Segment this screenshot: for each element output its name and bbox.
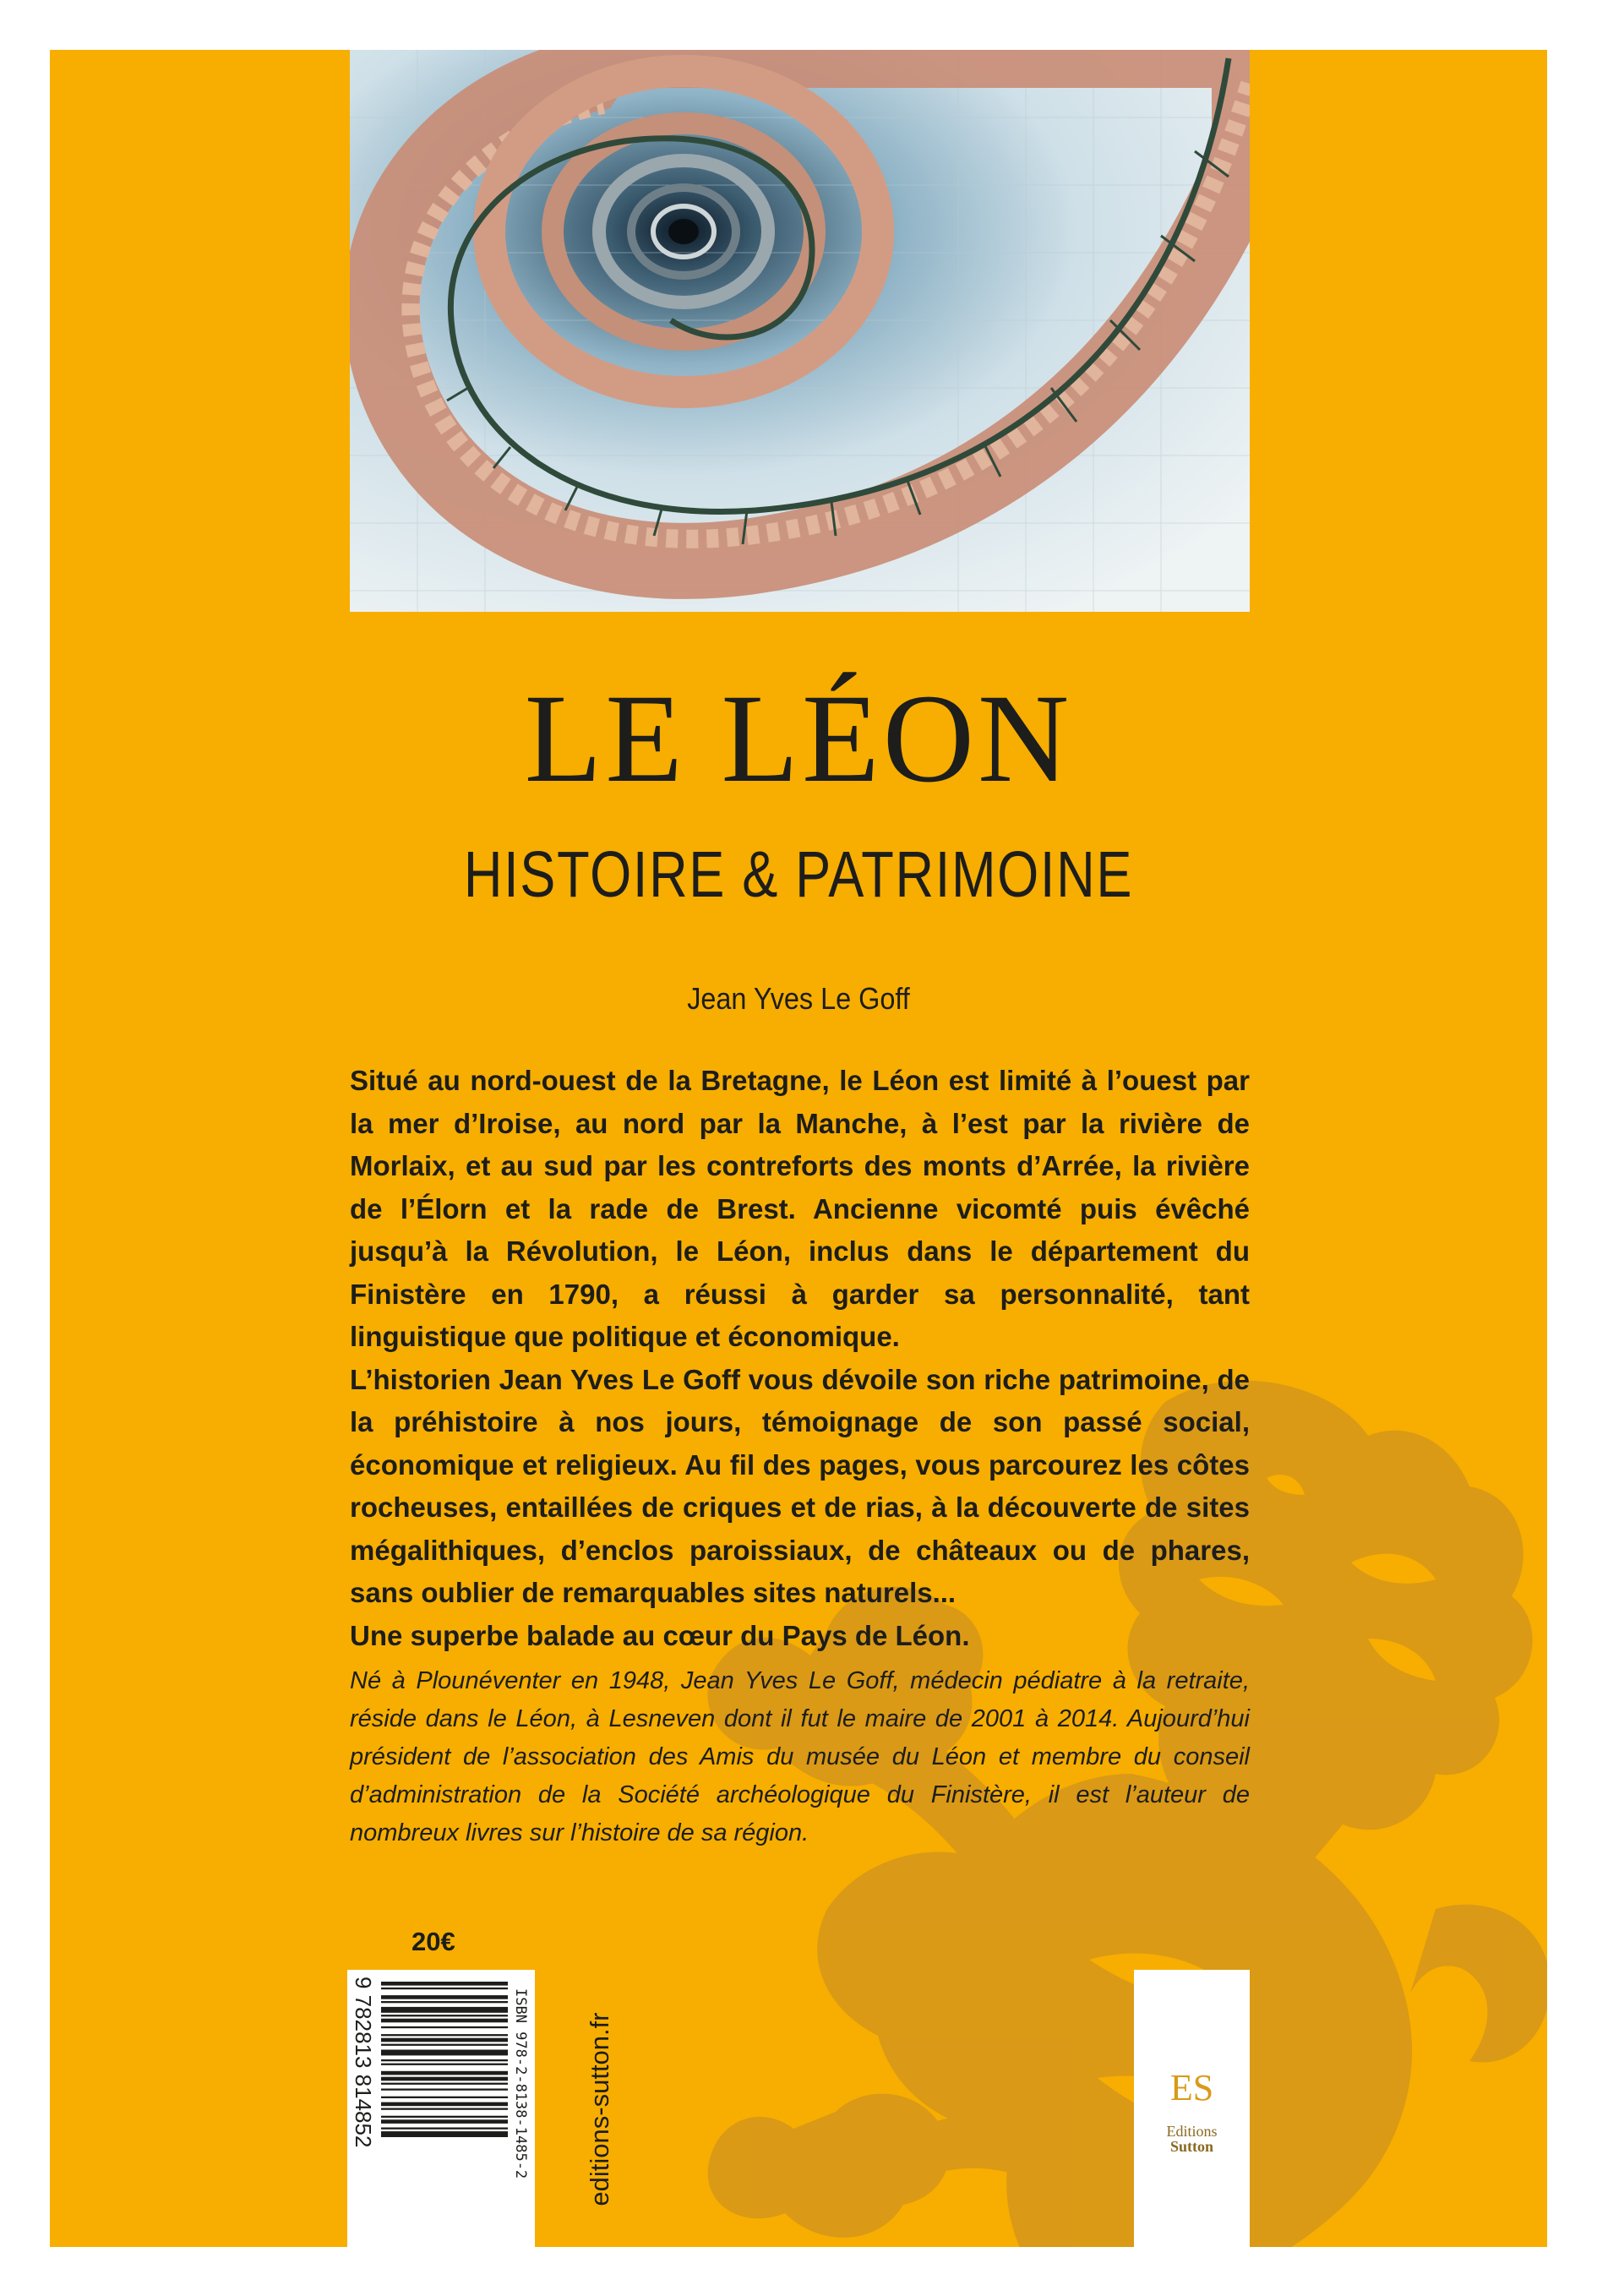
blurb-paragraph: Une superbe balade au cœur du Pays de Léon.	[350, 1619, 970, 1651]
barcode-bar	[381, 2059, 508, 2061]
book-subtitle: HISTOIRE & PATRIMOINE	[463, 838, 1134, 911]
publisher-logo	[1134, 1970, 1250, 2247]
publisher-website	[570, 1972, 630, 2247]
barcode-bar	[381, 2119, 508, 2124]
barcode-bar	[381, 2007, 508, 2013]
publisher-monogram: ES	[1169, 2067, 1214, 2108]
barcode-bar	[381, 1995, 508, 1999]
barcode-bar	[381, 2044, 508, 2046]
barcode-bar	[381, 2089, 508, 2091]
price-label: 20€	[412, 1927, 455, 1956]
website-text: editions-sutton.fr	[585, 2012, 614, 2206]
barcode-bar	[381, 1982, 508, 1986]
blurb-paragraph: Situé au nord-ouest de la Bretagne, le Léon est limité à l’ouest par la mer d’Iroise, au nord par la Manche, à l’est par la rivière de Morlaix, et au sud par les contreforts des monts d’Arrée, la rivière de l’Élorn et la rade de Brest. Ancienne vicomté puis évêché jusqu’à la Révolution, le Léon, inclus dans le département du Finistère en 1790, a réussi à garder sa personnalité, tant linguistique que politique et économique.	[350, 1065, 1250, 1352]
blurb-paragraph: L’historien Jean Yves Le Goff vous dévoile son riche patrimoine, de la préhistoire à nos jours, témoignage de son passé social, économique et religieux. Au fil des pages, vous parcourez les côtes rocheuses, entaillées de criques et de rias, à la découverte de sites mégalithiques, d’enclos paroissiaux, de châteaux ou de phares, sans oublier de remarquables sites naturels...	[350, 1363, 1250, 1608]
isbn-label: ISBN 978-2-8138-1485-2	[512, 1988, 529, 2179]
barcode-digits: 9 782813 814852	[351, 1977, 376, 2148]
barcode-bar	[381, 2131, 508, 2137]
barcode-bar	[381, 2019, 508, 2023]
barcode-bar	[381, 2071, 508, 2075]
author-name: Jean Yves Le Goff	[687, 981, 910, 1016]
barcode-bar	[381, 2077, 508, 2081]
barcode-bar	[381, 2102, 508, 2107]
barcode-bar	[381, 2128, 508, 2130]
barcode-bar	[381, 2001, 508, 2003]
publisher-name-line2: Sutton	[1169, 2138, 1214, 2155]
barcode-bar	[381, 2097, 508, 2098]
barcode-bar	[381, 2034, 508, 2036]
barcode	[347, 1970, 535, 2247]
barcode-bar	[381, 2026, 508, 2028]
barcode-bar	[381, 2038, 508, 2042]
book-title: LE LÉON	[524, 668, 1073, 809]
book-blurb	[350, 1060, 1250, 1657]
author-bio: Né à Plounéventer en 1948, Jean Yves Le Goff, médecin pédiatre à la retraite, réside dans le Léon, à Lesneven dont il fut le maire de 2001 à 2014. Aujourd’hui président de l’association des Amis du musée du Léon et membre du conseil d’administration de la Société archéologique du Finistère, il est l’auteur de nombreux livres sur l’histoire de sa région.	[350, 1667, 1250, 1846]
barcode-bar	[381, 2116, 508, 2118]
barcode-bar	[381, 2108, 508, 2110]
barcode-bar	[381, 2050, 508, 2056]
barcode-bar	[381, 2015, 508, 2016]
barcode-bar	[381, 1988, 508, 1989]
publisher-name-line1: Editions	[1166, 2123, 1218, 2140]
barcode-bar	[381, 2064, 508, 2065]
back-cover	[50, 50, 1547, 2247]
spiral-staircase-photo	[350, 50, 1250, 612]
barcode-bar	[381, 2083, 508, 2085]
